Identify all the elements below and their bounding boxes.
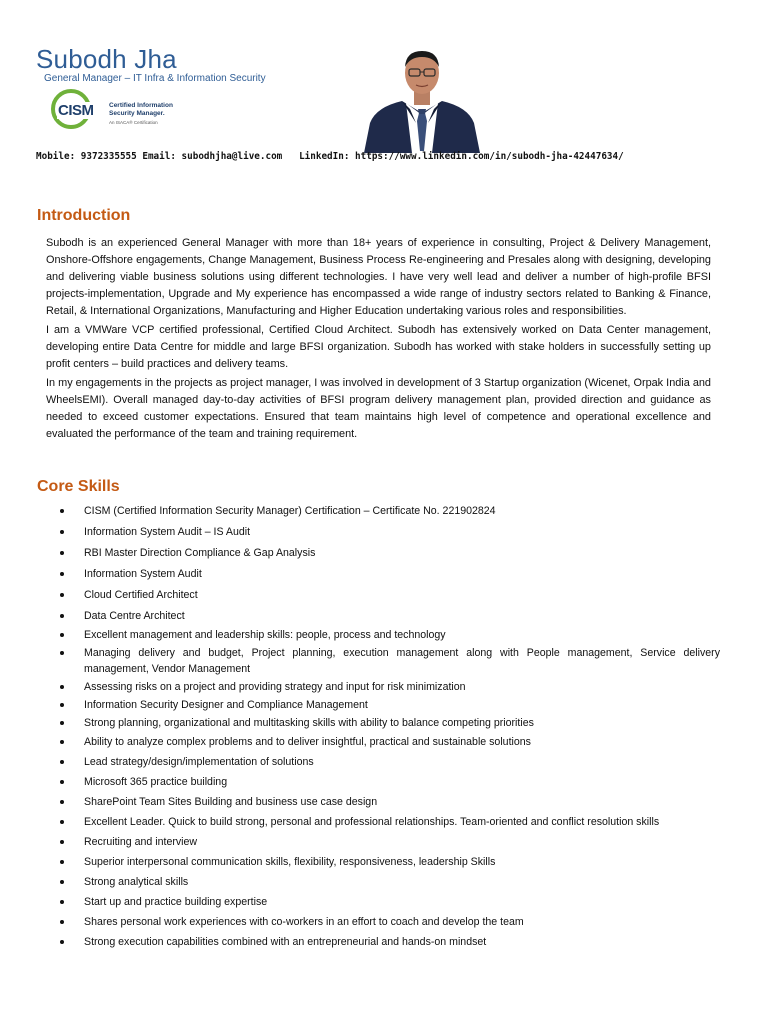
- skill-text: Data Centre Architect: [84, 610, 185, 622]
- bullet-icon: [60, 900, 64, 904]
- skill-text: Assessing risks on a project and providing strategy and input for risk minimization: [84, 681, 466, 693]
- bullet-icon: [60, 530, 64, 534]
- bullet-icon: [60, 780, 64, 784]
- skill-text: Managing delivery and budget, Project planning, execution management along with People management, Service delivery management, Vendor Management: [84, 647, 720, 675]
- list-item: [60, 794, 720, 810]
- skill-text: Lead strategy/design/implementation of solutions: [84, 756, 314, 768]
- introduction-heading: Introduction: [37, 207, 131, 224]
- bullet-icon: [60, 820, 64, 824]
- bullet-icon: [60, 593, 64, 597]
- bullet-icon: [60, 703, 64, 707]
- bullet-icon: [60, 721, 64, 725]
- core-skills-list: [60, 503, 720, 950]
- bullet-icon: [60, 633, 64, 637]
- contact-line: Mobile: 9372335555 Email: subodhjha@live.com LinkedIn: https://www.linkedin.com/in/subodh-jha-42447634/: [36, 151, 624, 162]
- bullet-icon: [60, 551, 64, 555]
- bullet-icon: [60, 860, 64, 864]
- bullet-icon: [60, 880, 64, 884]
- skill-text: CISM (Certified Information Security Manager) Certification – Certificate No. 221902824: [84, 505, 496, 517]
- list-item: [60, 734, 720, 750]
- list-item: [60, 645, 720, 677]
- list-item: [60, 503, 720, 519]
- skill-text: Ability to analyze complex problems and to deliver insightful, practical and sustainable solutions: [84, 736, 531, 748]
- intro-paragraph: I am a VMWare VCP certified professional, Certified Cloud Architect. Subodh has extensively worked on Data Center management, developing entire Data Centre for middle and large BFSI organization. Subodh has worked with stake holders in successfully setting up profit centers – build practices and delivery teams.: [46, 324, 711, 370]
- list-item: [60, 894, 720, 910]
- list-item: [60, 608, 720, 624]
- person-portrait-icon: [362, 43, 482, 153]
- list-item: [60, 545, 720, 561]
- skill-text: Strong analytical skills: [84, 876, 189, 888]
- skill-text: Information Security Designer and Compliance Management: [84, 699, 368, 711]
- list-item: [60, 566, 720, 582]
- list-item: [60, 697, 720, 713]
- list-item: [60, 524, 720, 540]
- cism-subcaption: An ISACA® Certification: [109, 120, 158, 125]
- skill-text: Excellent Leader. Quick to build strong, personal and professional relationships. Team-oriented and conflict resolution skills: [84, 816, 660, 828]
- list-item: [60, 715, 720, 731]
- candidate-name: Subodh Jha: [36, 44, 177, 74]
- introduction-section: [46, 235, 711, 445]
- skill-text: Recruiting and interview: [84, 836, 198, 848]
- list-item: [60, 774, 720, 790]
- list-item: [60, 754, 720, 770]
- list-item: [60, 627, 720, 643]
- skill-text: Shares personal work experiences with co-workers in an effort to coach and develop the team: [84, 916, 524, 928]
- core-skills-heading: Core Skills: [37, 478, 120, 495]
- list-item: [60, 834, 720, 850]
- skill-text: Strong execution capabilities combined with an entrepreneurial and hands-on mindset: [84, 936, 487, 948]
- bullet-icon: [60, 685, 64, 689]
- bullet-icon: [60, 572, 64, 576]
- bullet-icon: [60, 840, 64, 844]
- cism-caption-line1: Certified Information: [109, 102, 173, 109]
- list-item: [60, 914, 720, 930]
- bullet-icon: [60, 740, 64, 744]
- skill-text: Information System Audit – IS Audit: [84, 526, 251, 538]
- bullet-icon: [60, 920, 64, 924]
- list-item: [60, 874, 720, 890]
- bullet-icon: [60, 651, 64, 655]
- intro-paragraph: In my engagements in the projects as project manager, I was involved in development of 3 Startup organization (Wicenet, Orpak India and WheelsEMI). Overall managed day-to-day activities of BFSI program delivery management plan, provided direction and guidance as needed to exceed customer expectations. Ensured that team maintains high level of competence and operational excellence and evaluated the performance of the team and training requirement.: [46, 377, 711, 440]
- bullet-icon: [60, 509, 64, 513]
- cism-wordmark: CISM: [58, 102, 94, 119]
- skill-text: Excellent management and leadership skills: people, process and technology: [84, 629, 446, 641]
- cism-logo: [51, 89, 211, 139]
- list-item: [60, 934, 720, 950]
- cism-caption: [109, 102, 173, 117]
- list-item: [60, 587, 720, 603]
- bullet-icon: [60, 760, 64, 764]
- bullet-icon: [60, 940, 64, 944]
- cism-caption-line2: Security Manager.: [109, 109, 165, 117]
- skill-text: Start up and practice building expertise: [84, 896, 268, 908]
- bullet-icon: [60, 800, 64, 804]
- skill-text: SharePoint Team Sites Building and business use case design: [84, 796, 378, 808]
- profile-photo: [362, 43, 482, 153]
- bullet-icon: [60, 614, 64, 618]
- list-item: [60, 814, 720, 830]
- job-title: General Manager – IT Infra & Information Security: [44, 73, 266, 84]
- skill-text: Microsoft 365 practice building: [84, 776, 228, 788]
- intro-paragraph: Subodh is an experienced General Manager with more than 18+ years of experience in consulting, Project & Delivery Management, Onshore-Offshore engagements, Change Management, Business Process Re-engineering and Presales along with designing, developing and delivering viable business solutions using different technologies. I have very well lead and deliver a number of high-profile BFSI projects-implementation, Upgrade and My experience has encompassed a wide range of industry sectors related to Banking & Finance, Retail, & International Organizations, Manufacturing and Higher Education undertaking various roles and responsibilities.: [46, 237, 711, 317]
- list-item: [60, 679, 720, 695]
- list-item: [60, 854, 720, 870]
- skill-text: Strong planning, organizational and multitasking skills with ability to balance competing priorities: [84, 717, 534, 729]
- skill-text: Information System Audit: [84, 568, 202, 580]
- skill-text: Superior interpersonal communication skills, flexibility, responsiveness, leadership Skills: [84, 856, 496, 868]
- skill-text: RBI Master Direction Compliance & Gap Analysis: [84, 547, 316, 559]
- skill-text: Cloud Certified Architect: [84, 589, 198, 601]
